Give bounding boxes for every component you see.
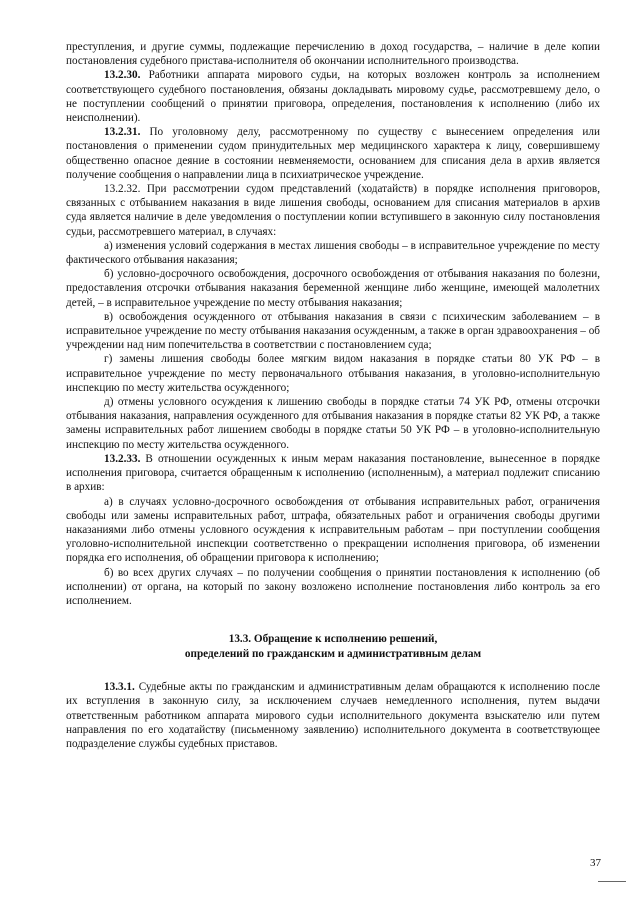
list-item-a-2: а) в случаях условно-досрочного освобождения от отбывания исправительных работ, ограничения свободы или замены исправительных работ, штрафа, обязательных работ и ограничения свободы другими наказаниями либо отмены условного осуждения к исправительным работам – при поступлении сообщения уголовно-исполнительной инспекции соответственно о прекращении исполнения приговора, об изменении порядка его исполнения, об обращении приговора к исполнению; [66, 495, 600, 565]
list-item-d: д) отмены условного осуждения к лишению свободы в порядке статьи 74 УК РФ, отмены отсрочки отбывания наказания, направления осужденного для отбывания наказания в порядке статьи 82 УК РФ, а также замены исправительных работ лишением свободы в порядке статьи 50 УК РФ – в уголовно-исполнительную инспекцию по месту жительства осужденного. [66, 396, 600, 451]
heading-line-2: определений по гражданским и административным делам [184, 648, 482, 661]
heading-line-1: 13.3. Обращение к исполнению решений, [228, 633, 438, 646]
scan-corner-line [598, 881, 626, 882]
list-item-b: б) условно-досрочного освобождения, досрочного освобождения от отбывания наказания по болезни, предоставления отсрочки отбывания наказания беременной женщине либо женщине, имеющей малолетних детей, – в исправительное учреждение по месту отбывания наказания; [66, 268, 600, 309]
paragraph-13-2-32: 13.2.32. При рассмотрении судом представлений (ходатайств) в порядке исполнения приговоров, связанных с отбыванием наказания в виде лишения свободы, основанием для списания материалов в архив суда является наличие в деле уведомления о поступлении копии вступившего в законную силу постановления судьи, рассмотревшего материал, в случаях: [66, 183, 600, 238]
list-item-b-2: б) во всех других случаях – по получении сообщения о принятии постановления к исполнению (об исполнении) от органа, на который по закону возложено исполнение постановления либо контроль за его исполнением. [66, 566, 600, 607]
paragraph-continuation: преступления, и другие суммы, подлежащие перечислению в доход государства, – наличие в деле копии постановления судебного пристава-исполнителя об окончании исполнительного производства. [66, 41, 600, 68]
paragraph-13-2-30: 13.2.30. Работники аппарата мирового судьи, на которых возложен контроль за исполнением соответствующего судебного постановления, обязаны докладывать мировому судье, рассмотревшему дело, о не поступлении сообщений о принятии приговора, определения, постановления к исполнению (либо их неисполнении). [66, 69, 600, 125]
list-item-v: в) освобождения осужденного от отбывания наказания в связи с психическим заболеванием – в исправительное учреждение по месту отбывания наказания осужденным, а также в орган здравоохранения – об учреждении над ним попечительства в соответствии с постановлением суда; [66, 310, 600, 352]
paragraph-13-3-1: 13.3.1. Судебные акты по гражданским и административным делам обращаются к исполнению после их вступления в законную силу, за исключением случаев немедленного исполнения, путем выдачи ответственным работником аппарата мирового судьи исполнительного документа взыскателю или путем направления по его ходатайству (письменному заявлению) исполнительного документа в соответствующее подразделение службы судебных приставов. [66, 681, 600, 750]
section-heading [66, 632, 600, 662]
paragraph-13-2-31: 13.2.31. По уголовному делу, рассмотренному по существу с вынесением определения или постановления о применении судом принудительных мер медицинского характера к лицу, совершившему общественно опасное деяние в состоянии невменяемости, основанием для списания дела в архив является получение сообщения о направлении лица в психиатрическое учреждение. [66, 126, 600, 181]
page-body [66, 40, 600, 751]
list-item-a: а) изменения условий содержания в местах лишения свободы – в исправительное учреждение по месту фактического отбывания наказания; [66, 239, 600, 267]
page-number: 37 [590, 857, 601, 869]
clause-number: 13.3.1. [104, 681, 135, 694]
clause-number: 13.2.33. [104, 452, 141, 465]
clause-number: 13.2.30. [104, 69, 141, 82]
list-item-g: г) замены лишения свободы более мягким видом наказания в порядке статьи 80 УК РФ – в исправительное учреждение по месту первоначального отбывания наказания, в уголовно-исполнительную инспекцию по месту жительства осужденного; [66, 353, 600, 394]
clause-number: 13.2.31. [104, 126, 141, 139]
paragraph-13-2-33: 13.2.33. В отношении осужденных к иным мерам наказания постановление, вынесенное в порядке исполнения приговора, считается обращенным к исполнению (исполненным), а материал подлежит списанию в архив: [66, 452, 600, 494]
